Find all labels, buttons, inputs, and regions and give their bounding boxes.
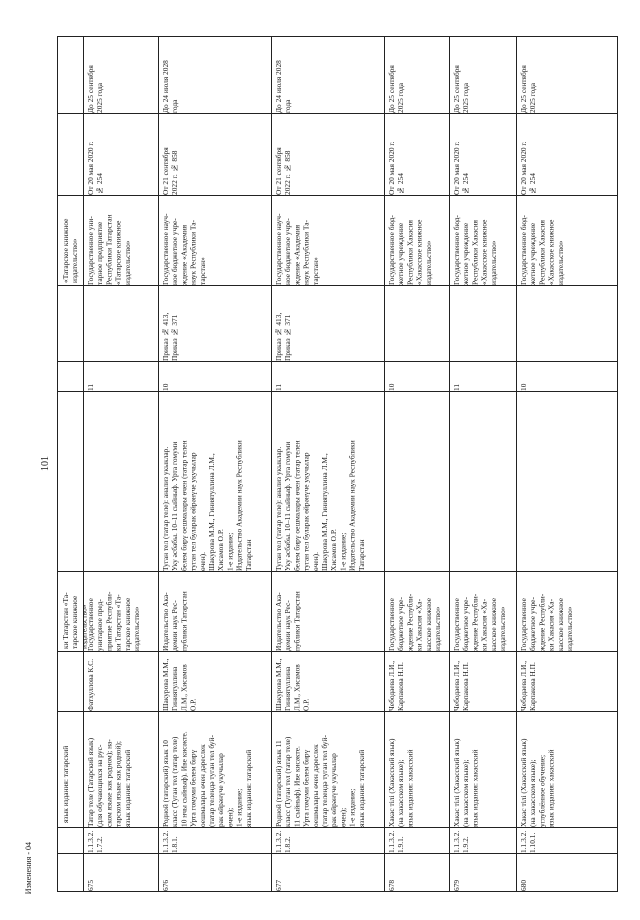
row-num: 680 <box>519 879 528 891</box>
row-org: Государственное науч- ное бюджетное учре- ждение «Академия наук Республики Та- тарстан» <box>274 213 320 285</box>
textbook-table <box>57 36 618 892</box>
row-order <box>86 287 155 361</box>
row-code: 1.1.3.2. 1.7.2. <box>86 830 105 853</box>
page-number: 101 <box>40 456 51 471</box>
row-date: От 21 сентября 2022 г. № 858 <box>161 147 180 195</box>
row-authors: Чебодаева Л.И., Карпакова Н.П. <box>387 660 406 711</box>
row-title: Родной (татарский) язык 11 класс (Туган тел (татар теле) 11 сыйныф). Иве кисәкте. Урта гомуми белем бирү оешмалары өчен дәреслек (татар телендә туган тел буй- рак өйрәнүче укучылар өчен); 1-е издание; язык издания: татарский <box>274 735 366 827</box>
row-num: 679 <box>452 879 461 891</box>
row-date: От 20 мая 2020 г. № 254 <box>452 141 471 195</box>
row-date: От 20 мая 2020 г. № 254 <box>519 141 538 195</box>
row-deadline: До 24 июля 2028 года <box>274 60 293 113</box>
top-row-organization: «Татарское книжное издательство» <box>61 218 80 283</box>
row-description <box>519 393 616 571</box>
row-code: 1.1.3.2. 1.9.2. <box>452 830 471 853</box>
page-footer: Изменения - 04 <box>24 842 33 895</box>
row-title: Родной (татарский) язык 10 класс (Туган тел (татар теле) 10 нчы сыйныф). Иве кисәкте. Урта гомуми белем бирү оешмалары өчен дәреслек (татар телендә туган тел буй- рак өйрәнүче укучылар өчен); 1-е издание; язык издания: татарский <box>161 731 253 827</box>
row-deadline: До 25 сентября 2025 года <box>452 65 471 113</box>
row-title: Татар теле (Татарский язык) (для обучающихся на рус- ском языке как родном); на- тарском языке как родной); язык издания: татарский <box>86 737 132 827</box>
row-authors: Чебодаева Л.И., Карпакова Н.П. <box>519 660 538 711</box>
row-deadline: До 25 сентября 2025 года <box>519 65 538 113</box>
row-org: Государственное науч- ное бюджетное учре- ждение «Академия наук Республики Та- тарстан» <box>161 213 207 285</box>
top-row-language: язык издания: татарский <box>61 745 70 823</box>
row-title: Хакас тілі (Хакасский язык) (на хакасском языке); язык издания: хакасский <box>452 738 480 827</box>
row-publisher: Государственное бюджетное учре- ждение Республи- ки Хакасия «Ха- касское книжное издательство» <box>519 593 575 651</box>
row-authors: Чебодаева Л.И., Карпакова Н.П. <box>452 660 471 711</box>
row-authors: Фатхуллова К.С. <box>86 658 95 711</box>
row-description: Туган тел (татар теле): анализ укыклар. Уку әсбабы. 10–11 сыйныф. Урта гомуми белем бирү оешмалары өчен (татар телен туган тел буларак өйрәнүче укучылар өчен). Шакурова М.М., Гиниятуллина Л.М., Хисамов О.Р. 1-е издание; Издательство Академии наук Республики Татарстан <box>161 440 253 571</box>
row-num: 675 <box>86 879 95 891</box>
row-deadline: До 24 июля 2028 года <box>161 60 180 113</box>
top-row-publisher: ки Татарстан «Та- тарское книжное издательство» <box>61 592 89 649</box>
row-title: Хакас тілі (Хакасский язык) (на хакасском языке); язык издания: хакасский <box>387 738 415 827</box>
row-publisher: Государственное бюджетное учре- ждение Республи- ки Хакасия «Ха- касское книжное издательство» <box>452 593 508 651</box>
row-deadline: До 25 сентября 2025 года <box>387 65 406 113</box>
row-order <box>387 287 446 361</box>
row-order <box>452 287 513 361</box>
row-grade: 10 <box>161 383 170 391</box>
row-grade: 11 <box>86 383 95 391</box>
row-grade: 10 <box>387 383 396 391</box>
row-code: 1.1.3.2. 1.10.1. <box>519 830 538 853</box>
row-description <box>387 393 446 571</box>
row-date: От 20 мая 2020 г. № 254 <box>387 141 406 195</box>
row-num: 678 <box>387 879 396 891</box>
row-publisher: Государственное бюджетное учре- ждение Республи- ки Хакасия «Ха- касское книжное издательство» <box>387 593 443 651</box>
row-order: Приказ № 413, Приказ № 371 <box>274 312 293 361</box>
row-publisher: Издательство Ака- демии наук Рес- публики Татарстан <box>161 591 189 651</box>
row-publisher: Государственное унитарное пред- приятие Республи- ки Татарстан «Та- тарское книжное издательство» <box>86 591 142 651</box>
row-grade: 10 <box>519 383 528 391</box>
row-date: От 20 мая 2020 г. № 254 <box>86 141 105 195</box>
row-org: Государственное бюд- жетное учреждение Республики Хакасия «Хакасское книжное издательство» <box>452 215 498 285</box>
row-org: Государственное бюд- жетное учреждение Республики Хакасия «Хакасское книжное издательство» <box>519 215 565 285</box>
row-order <box>519 287 616 361</box>
row-code: 1.1.3.2. 1.9.1. <box>387 830 406 853</box>
row-publisher: Издательство Ака- демии наук Рес- публики Татарстан <box>274 591 302 651</box>
row-grade: 11 <box>274 383 283 391</box>
row-authors: Шакурова М.М., Гиниятуллина Л.М., Хисамов О.Р. <box>274 658 311 711</box>
row-org: Государственное уни- тарное предприятие Республики Татарстан «Татарское книжное издательство» <box>86 214 132 285</box>
row-description <box>452 393 513 571</box>
row-num: 676 <box>161 879 170 891</box>
row-date: От 21 сентября 2022 г. № 858 <box>274 147 293 195</box>
row-num: 677 <box>274 879 283 891</box>
row-deadline: До 25 сентября 2025 года <box>86 65 105 113</box>
row-org: Государственное бюд- жетное учреждение Республики Хакасия «Хакасское книжное издательство» <box>387 215 433 285</box>
row-title: Хакас тілі (Хакасский язык) (на хакасском языке); углублённое обучение; язык издания: хакасский <box>519 738 556 827</box>
row-code: 1.1.3.2. 1.8.2. <box>274 830 293 853</box>
row-description <box>86 393 155 571</box>
row-description: Туган тел (татар теле): анализ укыклар. Уку әсбабы. 10–11 сыйныф. Урта гомуми белем бирү оешмалары өчен (татар телен туган тел буларак өйрәнүче укучылар өчен). Шакурова М.М., Гиниятуллина Л.М., Хисамов О.Р. 1-е издание; Издательство Академии наук Республики Татарстан <box>274 440 366 571</box>
row-code: 1.1.3.2. 1.8.1. <box>161 830 180 853</box>
row-order: Приказ № 413, Приказ № 371 <box>161 312 180 361</box>
row-grade: 11 <box>452 383 461 391</box>
row-authors: Шакурова М.М., Гиниятуллина Л.М., Хисамов О.Р. <box>161 658 198 711</box>
